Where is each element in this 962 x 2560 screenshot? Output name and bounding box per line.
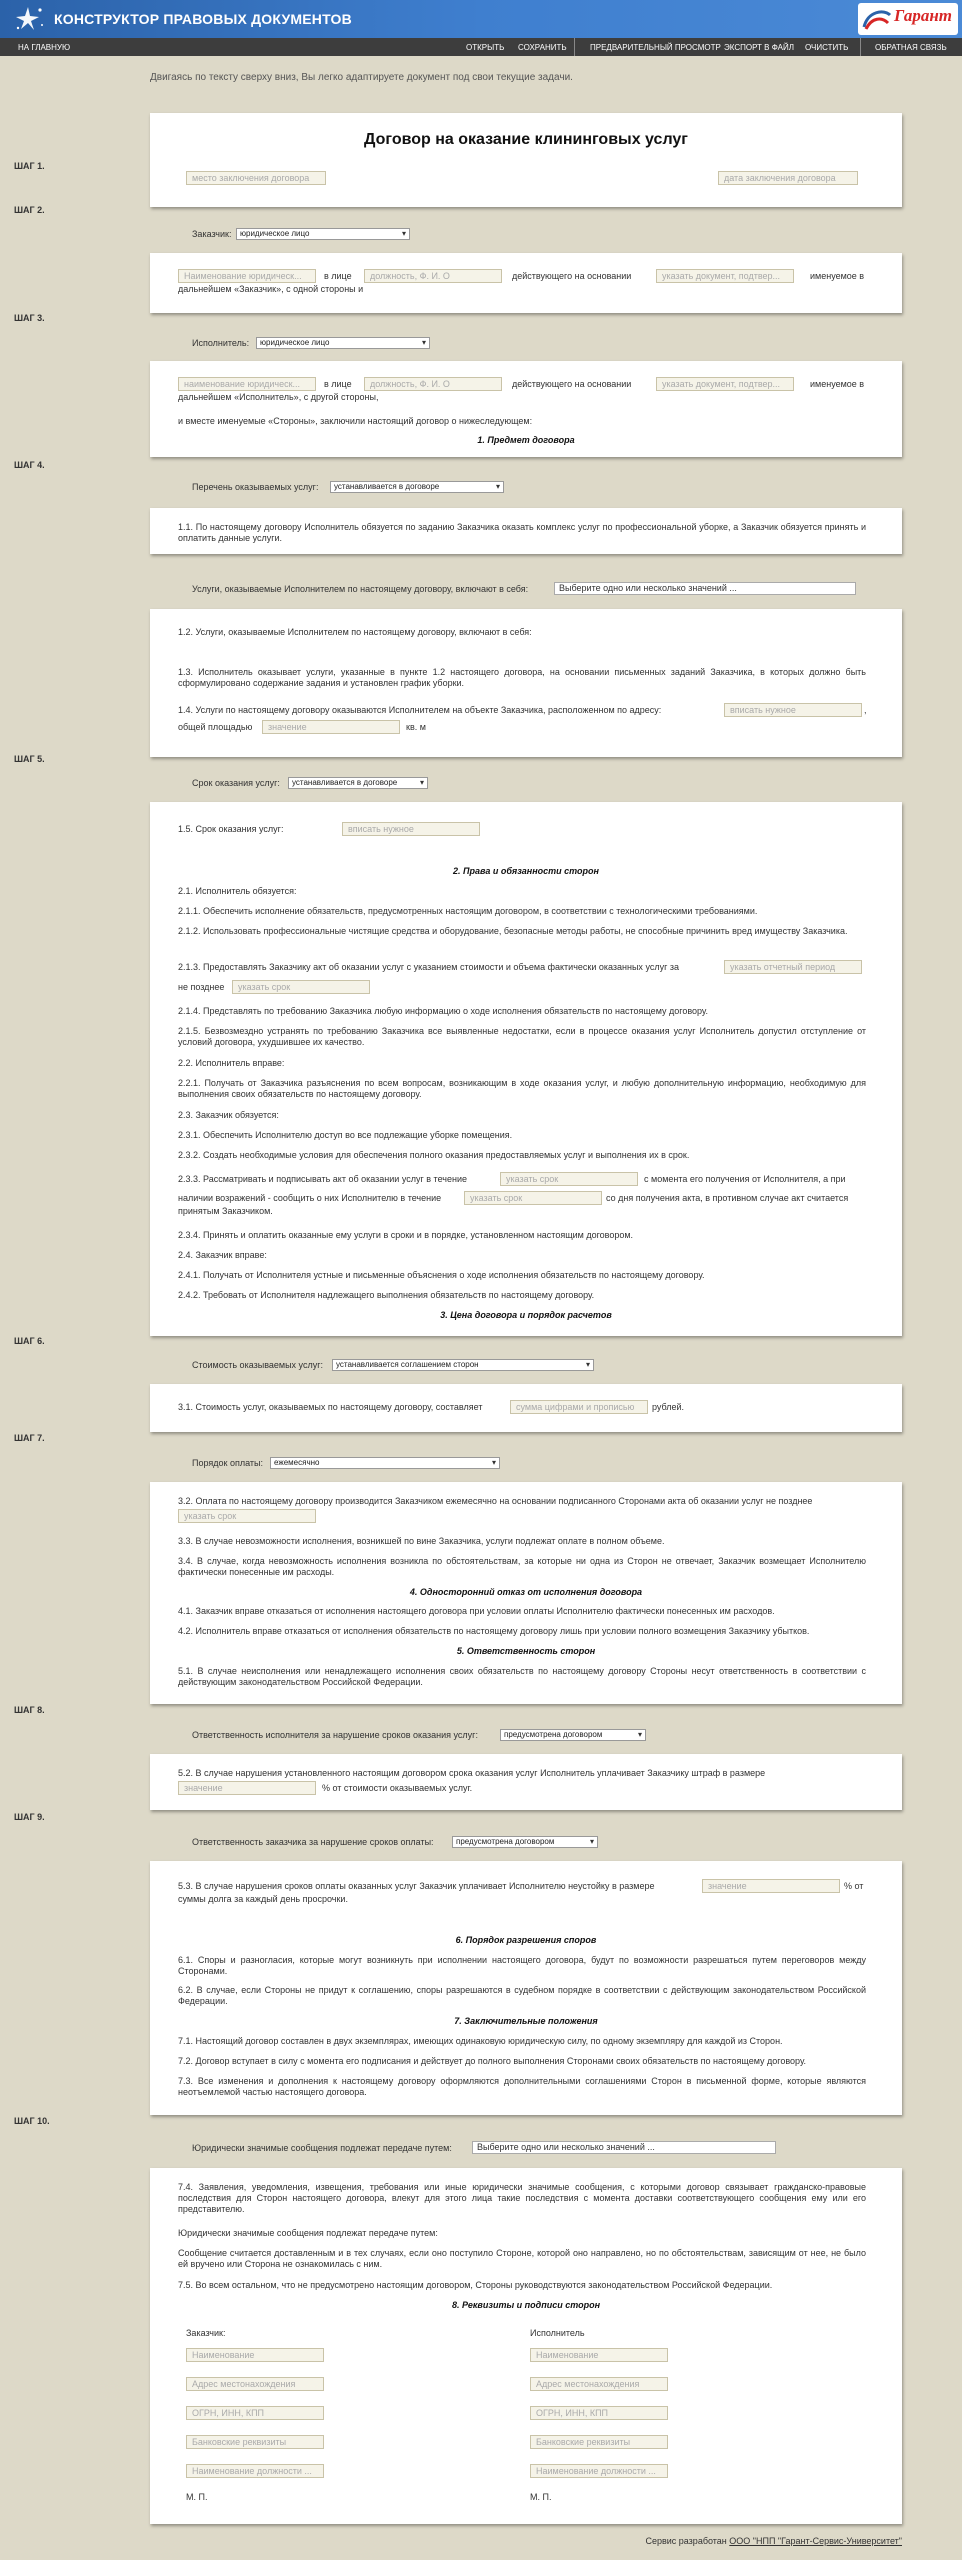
contractor-position-input[interactable]: должность, Ф. И. О <box>364 377 502 391</box>
text: в лице <box>324 271 352 281</box>
text: % от <box>844 1881 864 1891</box>
customer-label: Заказчик: <box>192 229 232 239</box>
text: , <box>864 705 867 715</box>
nav-open[interactable]: ОТКРЫТЬ <box>466 43 505 52</box>
fine-percent-input[interactable]: значение <box>178 1781 316 1795</box>
includes-multiselect[interactable]: Выберите одно или несколько значений ... <box>554 582 856 595</box>
paragraph: 2.3. Заказчик обязуется: <box>178 1110 279 1120</box>
paragraph: 4.1. Заказчик вправе отказаться от исполнения настоящего договора при условии оплаты Исполнителю фактически понесенных им расходов. <box>178 1606 775 1616</box>
paragraph: 2.4. Заказчик вправе: <box>178 1250 267 1260</box>
contractor-liability-select[interactable]: предусмотрена договором ▾ <box>500 1729 646 1741</box>
nav-feedback[interactable]: ОБРАТНАЯ СВЯЗЬ <box>875 43 947 52</box>
nav-separator <box>574 38 575 56</box>
section-heading: 2. Права и обязанности сторон <box>453 866 599 876</box>
paragraph: 5.1. В случае неисполнения или ненадлежащего исполнения своих обязательств по настоящему договору Стороны несут ответственность в соответствии с действующим законодательством Российской Федерации. <box>178 1666 866 1687</box>
customer-stamp: М. П. <box>186 2492 208 2502</box>
doc-panel-contractor <box>150 361 902 457</box>
step-label: ШАГ 8. <box>14 1705 45 1715</box>
text: общей площадью <box>178 722 253 732</box>
objection-term-input[interactable]: указать срок <box>464 1191 602 1205</box>
paragraph: 2.3.1. Обеспечить Исполнителю доступ во все подлежащие уборке помещения. <box>178 1130 513 1140</box>
doc-panel-title <box>150 113 902 207</box>
messages-multiselect[interactable]: Выберите одно или несколько значений ... <box>472 2141 776 2154</box>
text: 3.1. Стоимость услуг, оказываемых по настоящему договору, составляет <box>178 1402 483 1412</box>
text: 2.3.3. Рассматривать и подписывать акт об оказании услуг в течение <box>178 1174 467 1184</box>
doc-panel-section-5-7 <box>150 1861 902 2115</box>
messages-label: Юридически значимые сообщения подлежат передаче путем: <box>192 2143 452 2153</box>
document-title: Договор на оказание клининговых услуг <box>364 131 688 148</box>
text: 2.1.3. Предоставлять Заказчику акт об оказании услуг с указанием стоимости и объема фактически оказанных услуг за <box>178 962 680 972</box>
text: дальнейшем «Заказчик», с одной стороны и <box>178 284 364 294</box>
report-period-input[interactable]: указать отчетный период <box>724 960 862 974</box>
address-input[interactable]: вписать нужное <box>724 703 862 717</box>
cost-select[interactable]: устанавливается соглашением сторон ▾ <box>332 1359 594 1371</box>
term-select[interactable]: устанавливается в договоре ▾ <box>288 777 428 789</box>
paragraph: 2.1.4. Представлять по требованию Заказчика любую информацию о ходе исполнения обязательств по настоящему договору. <box>178 1006 709 1016</box>
nav-clear[interactable]: ОЧИСТИТЬ <box>805 43 849 52</box>
act-deadline-input[interactable]: указать срок <box>232 980 370 994</box>
nav-home[interactable]: НА ГЛАВНУЮ <box>18 43 71 52</box>
top-navigation <box>0 38 962 56</box>
text: и вместе именуемые «Стороны», заключили настоящий договор о нижеследующем: <box>178 416 533 426</box>
penalty-input[interactable]: значение <box>702 1879 840 1893</box>
customer-name-input[interactable]: Наименование юридическ... <box>178 269 316 283</box>
payment-label: Порядок оплаты: <box>192 1458 263 1468</box>
paragraph: 2.1.5. Безвозмездно устранять по требованию Заказчика все выявленные недостатки, если в процессе оказания услуг Исполнитель допустил отступление от условий договора, ухудшившее их качество. <box>178 1026 866 1047</box>
step-label: ШАГ 4. <box>14 460 45 470</box>
text: в лице <box>324 379 352 389</box>
cost-label: Стоимость оказываемых услуг: <box>192 1360 323 1370</box>
paragraph: 6.2. В случае, если Стороны не придут к соглашению, споры разрешаются в судебном порядке в соответствии с действующим законодательством Российской Федерации. <box>178 1985 866 2006</box>
paragraph: 2.1.1. Обеспечить исполнение обязательств, предусмотренных настоящим договором, в соответствии с технологическими требованиями. <box>178 906 758 916</box>
paragraph: 5.2. В случае нарушения установленного настоящим договором срока оказания услуг Исполнитель уплачивает Заказчику штраф в размере <box>178 1768 766 1778</box>
nav-separator <box>860 38 861 56</box>
paragraph: 2.2. Исполнитель вправе: <box>178 1058 285 1068</box>
text: принятым Заказчиком. <box>178 1206 273 1216</box>
customer-liability-select[interactable]: предусмотрена договором ▾ <box>452 1836 598 1848</box>
contractor-stamp: М. П. <box>530 2492 552 2502</box>
services-list-label: Перечень оказываемых услуг: <box>192 482 319 492</box>
paragraph: 1.1. По настоящему договору Исполнитель обязуется по заданию Заказчика оказать комплекс услуг по профессиональной уборке, а Заказчик обязуется принять и оплатить данные услуги. <box>178 522 866 543</box>
paragraph: Сообщение считается доставленным и в тех случаях, если оно поступило Стороне, которой оно направлено, но по обстоятельствам, зависящим от нее, не было ей вручено или Сторона не ознакомилась с ним. <box>178 2248 866 2269</box>
footer-prefix: Сервис разработан <box>645 2536 727 2546</box>
contractor-bank-input[interactable]: Банковские реквизиты <box>530 2435 668 2449</box>
paragraph: 2.1. Исполнитель обязуется: <box>178 886 297 896</box>
doc-panel-p3-1 <box>150 1384 902 1432</box>
section-heading: 6. Порядок разрешения споров <box>455 1935 597 1945</box>
customer-address-input[interactable]: Адрес местонахождения <box>186 2377 324 2391</box>
paragraph: 4.2. Исполнитель вправе отказаться от исполнения обязательств по настоящему договору лишь при условии полного возмещения Заказчику убытков. <box>178 1626 810 1636</box>
text: 5.3. В случае нарушения сроков оплаты оказанных услуг Заказчик уплачивает Исполнителю неустойку в размере <box>178 1881 655 1891</box>
paragraph: 2.2.1. Получать от Заказчика разъяснения по всем вопросам, возникающим в ходе оказания услуг, и любую дополнительную информацию, необходимую для выполнения своих обязательств по настоящему договору. <box>178 1078 866 1099</box>
contractor-signatory-input[interactable]: Наименование должности ... <box>530 2464 668 2478</box>
area-input[interactable]: значение <box>262 720 400 734</box>
contractor-address-input[interactable]: Адрес местонахождения <box>530 2377 668 2391</box>
doc-panel-section-7-8 <box>150 2168 902 2524</box>
text: наличии возражений - сообщить о них Исполнителю в течение <box>178 1193 442 1203</box>
text: действующего на основании <box>512 271 632 281</box>
customer-requisites-heading: Заказчик: <box>186 2328 226 2338</box>
paragraph: 2.1.2. Использовать профессиональные чистящие средства и оборудование, безопасные методы работы, не способные причинить вред имуществу Заказчика. <box>178 926 848 936</box>
doc-panel-p5-2 <box>150 1754 902 1810</box>
text: с момента его получения от Исполнителя, а при <box>644 1174 846 1184</box>
paragraph: 3.3. В случае невозможности исполнения, возникшей по вине Заказчика, услуги подлежат оплате в полном объеме. <box>178 1536 665 1546</box>
doc-panel-section-3-5 <box>150 1482 902 1704</box>
services-list-select[interactable]: устанавливается в договоре ▾ <box>330 481 504 493</box>
paragraph: 1.2. Услуги, оказываемые Исполнителем по настоящему договору, включают в себя: <box>178 627 532 637</box>
customer-liability-label: Ответственность заказчика за нарушение сроков оплаты: <box>192 1837 434 1847</box>
contractor-requisites-heading: Исполнитель <box>530 2328 585 2338</box>
paragraph: 2.3.4. Принять и оплатить оказанные ему услуги в сроки и в порядке, установленном настоящим договором. <box>178 1230 634 1240</box>
cost-sum-input[interactable]: сумма цифрами и прописью <box>510 1400 648 1414</box>
garant-logo-icon <box>862 7 892 31</box>
doc-panel-p1-2 <box>150 609 902 757</box>
step-label: ШАГ 10. <box>14 2116 50 2126</box>
paragraph: 6.1. Споры и разногласия, которые могут возникнуть при исполнении настоящего договора, будут по возможности разрешаться путем переговоров между Сторонами. <box>178 1955 866 1976</box>
nav-preview[interactable]: ПРЕДВАРИТЕЛЬНЫЙ ПРОСМОТР <box>590 43 721 52</box>
contractor-basis-input[interactable]: указать документ, подтвер... <box>656 377 794 391</box>
text: 1.4. Услуги по настоящему договору оказываются Исполнителем на объекте Заказчика, расположенном по адресу: <box>178 705 662 715</box>
text: именуемое в <box>810 271 865 281</box>
paragraph: 7.1. Настоящий договор составлен в двух экземплярах, имеющих одинаковую юридическую силу, по одному экземпляру для каждой из Сторон. <box>178 2036 783 2046</box>
step-label: ШАГ 3. <box>14 313 45 323</box>
section-heading: 5. Ответственность сторон <box>456 1646 596 1656</box>
paragraph: 1.3. Исполнитель оказывает услуги, указанные в пункте 1.2 настоящего договора, на основании письменных заданий Заказчика, в которых должно быть сформулировано содержание задания и установлен график уборки. <box>178 667 866 688</box>
step-label: ШАГ 7. <box>14 1433 45 1443</box>
paragraph: 2.4.1. Получать от Исполнителя устные и письменные объяснения о ходе исполнения обязательств по настоящему договору. <box>178 1270 705 1280</box>
text: % от стоимости оказываемых услуг. <box>322 1783 473 1793</box>
contractor-label: Исполнитель: <box>192 338 250 348</box>
paragraph: 7.5. Во всем остальном, что не предусмотрено настоящим договором, Стороны руководствуются законодательством Российской Федерации. <box>178 2280 773 2290</box>
text: действующего на основании <box>512 379 632 389</box>
customer-bank-input[interactable]: Банковские реквизиты <box>186 2435 324 2449</box>
contractor-name-req-input[interactable]: Наименование <box>530 2348 668 2362</box>
footer-link[interactable]: ООО "НПП "Гарант-Сервис-Университет" <box>729 2536 902 2546</box>
section-heading: 8. Реквизиты и подписи сторон <box>451 2300 601 2310</box>
step-label: ШАГ 6. <box>14 1336 45 1346</box>
contractor-ogrn-input[interactable]: ОГРН, ИНН, КПП <box>530 2406 668 2420</box>
customer-ogrn-input[interactable]: ОГРН, ИНН, КПП <box>186 2406 324 2420</box>
contractor-name-input[interactable]: наименование юридическ... <box>178 377 316 391</box>
paragraph: 2.4.2. Требовать от Исполнителя надлежащего выполнения обязательств по настоящему договору. <box>178 1290 595 1300</box>
service-term-input[interactable]: вписать нужное <box>342 822 480 836</box>
customer-name-req-input[interactable]: Наименование <box>186 2348 324 2362</box>
paragraph: 7.3. Все изменения и дополнения к настоящему договору оформляются дополнительными соглашениями Сторон в письменной форме, которые являются неотъемлемой частью настоящего договора. <box>178 2076 866 2097</box>
section-heading: 3. Цена договора и порядок расчетов <box>440 1310 612 1320</box>
text: рублей. <box>652 1402 685 1412</box>
customer-basis-input[interactable]: указать документ, подтвер... <box>656 269 794 283</box>
text: суммы долга за каждый день просрочки. <box>178 1894 348 1904</box>
payment-deadline-input[interactable]: указать срок <box>178 1509 316 1523</box>
act-review-term-input[interactable]: указать срок <box>500 1172 638 1186</box>
step-label: ШАГ 9. <box>14 1812 45 1822</box>
paragraph: 2.3.2. Создать необходимые условия для обеспечения полного оказания предоставляемых услуг и выполнения их в срок. <box>178 1150 690 1160</box>
text: 1.5. Срок оказания услуг: <box>178 824 284 834</box>
payment-select[interactable]: ежемесячно ▾ <box>270 1457 500 1469</box>
text: дальнейшем «Исполнитель», с другой стороны, <box>178 392 379 402</box>
doc-panel-section-2 <box>150 802 902 1336</box>
paragraph: Юридически значимые сообщения подлежат передаче путем: <box>178 2228 438 2238</box>
date-input[interactable]: дата заключения договора <box>718 171 858 185</box>
place-input[interactable]: место заключения договора <box>186 171 326 185</box>
step-label: ШАГ 1. <box>14 161 45 171</box>
paragraph: 7.2. Договор вступает в силу с момента его подписания и действует до полного выполнения Сторонами своих обязательств по настоящему договору. <box>178 2056 807 2066</box>
nav-export[interactable]: ЭКСПОРТ В ФАЙЛ <box>724 43 794 52</box>
term-label: Срок оказания услуг: <box>192 778 280 788</box>
customer-position-input[interactable]: должность, Ф. И. О <box>364 269 502 283</box>
garant-logo-text: Гарант <box>894 6 953 25</box>
nav-save[interactable]: СОХРАНИТЬ <box>518 43 567 52</box>
includes-label: Услуги, оказываемые Исполнителем по настоящему договору, включают в себя: <box>192 584 529 594</box>
customer-signatory-input[interactable]: Наименование должности ... <box>186 2464 324 2478</box>
contractor-liability-label: Ответственность исполнителя за нарушение сроков оказания услуг: <box>192 1730 478 1740</box>
app-title: КОНСТРУКТОР ПРАВОВЫХ ДОКУМЕНТОВ <box>54 11 352 27</box>
customer-type-select[interactable]: юридическое лицо ▾ <box>236 228 410 240</box>
text: не позднее <box>178 982 225 992</box>
text: 3.2. Оплата по настоящему договору производится Заказчиком ежемесячно на основании подписанного Сторонами акта об оказании услуг не позднее <box>178 1496 813 1506</box>
text: кв. м <box>406 722 426 732</box>
section-heading: 7. Заключительные положения <box>454 2016 598 2026</box>
paragraph: 7.4. Заявления, уведомления, извещения, требования или иные юридически значимые сообщения, с которыми договор связывает гражданско-правовые последствия для Сторон настоящего договора, влекут для этого лица такие последствия с момента доставки соответствующего сообщения ему или его представителю. <box>178 2182 866 2214</box>
intro-text: Двигаясь по тексту сверху вниз, Вы легко адаптируете документ под свои текущие задачи. <box>150 72 573 83</box>
footer <box>645 2536 902 2546</box>
garant-logo[interactable] <box>858 3 958 35</box>
text: со дня получения акта, в противном случае акт считается <box>606 1193 849 1203</box>
step-label: ШАГ 5. <box>14 754 45 764</box>
doc-panel-customer <box>150 253 902 313</box>
section-heading: 1. Предмет договора <box>477 435 575 445</box>
section-heading: 4. Односторонний отказ от исполнения договора <box>409 1587 643 1597</box>
app-header <box>0 0 962 38</box>
paragraph: 3.4. В случае, когда невозможность исполнения возникла по обстоятельствам, за которые ни одна из Сторон не отвечает, Заказчик возмещает Исполнителю фактически понесенные им расходы. <box>178 1556 866 1577</box>
step-label: ШАГ 2. <box>14 205 45 215</box>
doc-panel-p1-1 <box>150 508 902 554</box>
text: именуемое в <box>810 379 865 389</box>
logo-star-icon <box>14 5 46 33</box>
contractor-type-select[interactable]: юридическое лицо ▾ <box>256 337 430 349</box>
